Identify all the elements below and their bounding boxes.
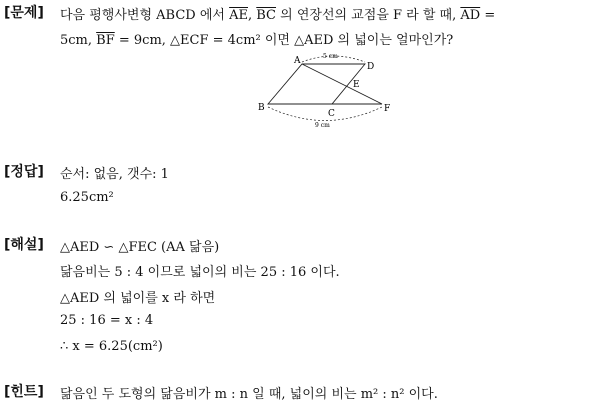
problem-tag: [문제] (4, 5, 44, 21)
segment-bf: $\overline{BF}$ (96, 33, 115, 48)
answer-value: 6.25cm² (60, 190, 114, 205)
answer-tag: [정답] (4, 164, 44, 180)
segment-ae: $\overline{AE}$ (229, 8, 248, 23)
label-d: D (367, 62, 375, 72)
parallelogram-figure (255, 52, 395, 132)
explanation-line: 닮음비는 5 : 4 이므로 넓이의 비는 25 : 16 이다. (60, 265, 340, 280)
explanation-line: △AED 의 넓이를 x 라 하면 (60, 291, 216, 306)
explanation-line: △AED ∽ △FEC (AA 닮음) (60, 240, 220, 255)
problem-text: = 9cm, △ECF = 4cm² 이면 △AED 의 넓이는 얼마인가? (114, 33, 454, 48)
problem-text: 5cm, (60, 33, 97, 48)
segment-ad: $\overline{AD}$ (460, 8, 481, 23)
explanation-line: ∴ x = 6.25(cm²) (60, 339, 163, 354)
hint-tag: [힌트] (4, 384, 44, 400)
segment-bc: $\overline{BC}$ (256, 8, 277, 23)
problem-line-1 (60, 4, 495, 23)
parallelogram-abcd (268, 64, 365, 104)
label-bottom-length: 9 cm (315, 122, 330, 129)
label-c: C (328, 109, 335, 119)
label-b: B (258, 103, 265, 113)
problem-text: 의 연장선의 교점을 F 라 할 때, (276, 8, 461, 23)
problem-text: = (480, 8, 496, 23)
label-top-length: 5 cm (323, 53, 338, 60)
explanation-line: 25 : 16 = x : 4 (60, 313, 154, 328)
answer-line-1: 순서: 없음, 갯수: 1 (60, 167, 169, 182)
dimension-arc-bottom (268, 107, 382, 121)
label-a: A (294, 56, 301, 66)
problem-text: 다음 평행사변형 ABCD 에서 (60, 8, 230, 23)
hint-line: 닮음인 두 도형의 닮음비가 m : n 일 때, 넓이의 비는 m² : n² 이다. (60, 387, 438, 402)
separator: , (248, 8, 257, 23)
explanation-tag: [해설] (4, 237, 44, 253)
problem-line-2 (60, 29, 453, 48)
label-e: E (353, 80, 360, 90)
label-f: F (384, 104, 391, 114)
